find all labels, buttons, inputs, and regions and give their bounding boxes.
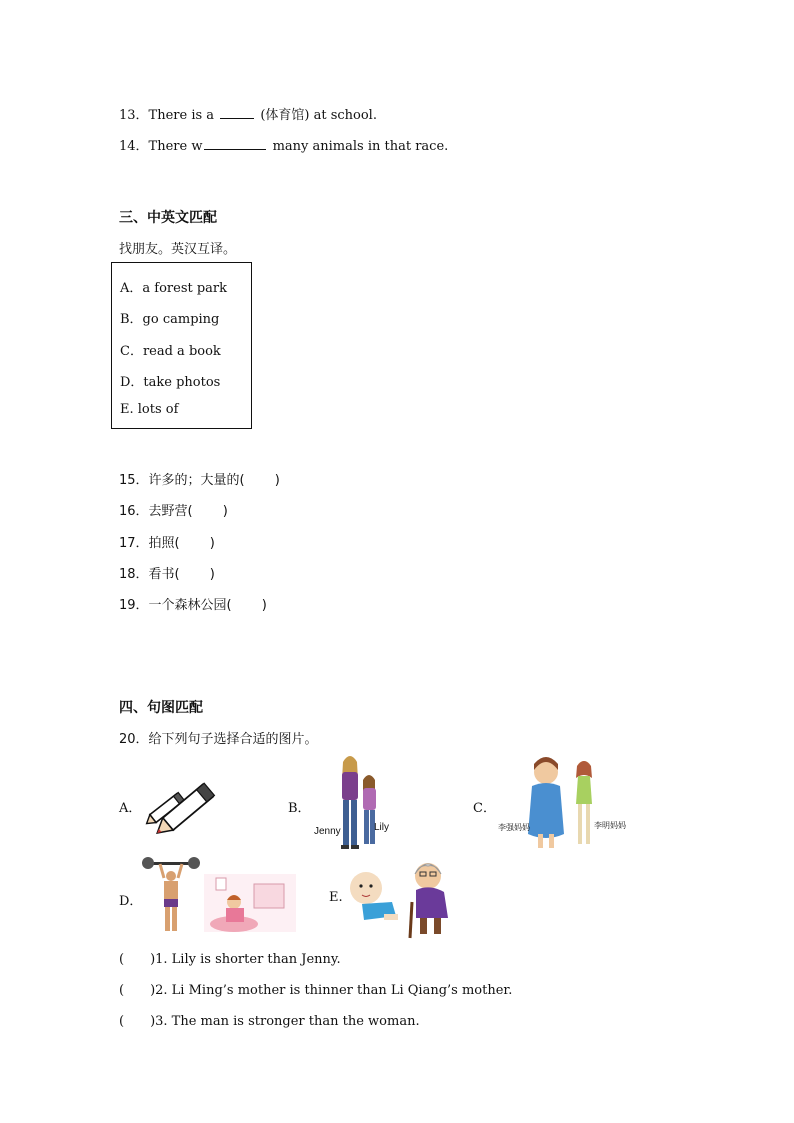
two-mothers-icon[interactable] bbox=[498, 754, 630, 854]
sentence-2[interactable]: ( )2. Li Ming’s mother is thinner than Li Qiang’s mother. bbox=[119, 983, 513, 998]
picture-b-letter: B． bbox=[288, 801, 311, 816]
sentence-1[interactable]: ( )1. Lily is shorter than Jenny. bbox=[119, 952, 341, 967]
question-16[interactable]: 16．去野营( ) bbox=[119, 504, 228, 519]
picture-a-letter: A． bbox=[119, 801, 142, 816]
option-b: B．go camping bbox=[120, 312, 220, 327]
q14-before: 14．There w bbox=[119, 139, 203, 154]
question-19[interactable]: 19．一个森林公园( ) bbox=[119, 598, 267, 613]
option-c: C．read a book bbox=[120, 344, 221, 359]
option-d: D．take photos bbox=[120, 375, 221, 390]
question-15[interactable]: 15．许多的；大量的( ) bbox=[119, 473, 280, 488]
sentence-3[interactable]: ( )3. The man is stronger than the woman. bbox=[119, 1014, 420, 1029]
baby-and-old-man-icon[interactable] bbox=[344, 854, 464, 940]
pencils-icon[interactable] bbox=[143, 772, 223, 840]
q13-blank[interactable] bbox=[220, 105, 254, 119]
picture-e-letter: E. bbox=[329, 890, 343, 905]
q14-after: many animals in that race. bbox=[272, 139, 449, 154]
picture-c-letter: C． bbox=[473, 801, 496, 816]
label-jenny: Jenny bbox=[314, 826, 341, 837]
section4-instruction: 20．给下列句子选择合适的图片。 bbox=[119, 732, 318, 747]
jenny-lily-icon[interactable] bbox=[312, 752, 402, 854]
label-lily: Lily bbox=[374, 822, 390, 833]
strongman-and-woman-icon[interactable] bbox=[142, 856, 302, 936]
label-li-ming-mother: 李明妈妈 bbox=[594, 821, 626, 830]
option-a: A．a forest park bbox=[120, 281, 228, 296]
question-18[interactable]: 18．看书( ) bbox=[119, 567, 215, 582]
q13-after: (体育馆) at school. bbox=[260, 108, 377, 123]
options-box bbox=[111, 262, 252, 429]
question-17[interactable]: 17．拍照( ) bbox=[119, 536, 215, 551]
picture-d-letter: D． bbox=[119, 894, 143, 909]
label-li-qiang-mother: 李强妈妈 bbox=[498, 823, 530, 832]
section4-heading: 四、句图匹配 bbox=[119, 700, 203, 716]
q14-blank[interactable] bbox=[204, 136, 266, 150]
section3-heading: 三、中英文匹配 bbox=[119, 210, 217, 226]
question-13 bbox=[119, 104, 377, 123]
section3-instruction: 找朋友。英汉互译。 bbox=[119, 242, 237, 257]
option-e: E. lots of bbox=[120, 402, 179, 417]
q13-before: 13．There is a bbox=[119, 108, 215, 123]
question-14 bbox=[119, 135, 448, 154]
